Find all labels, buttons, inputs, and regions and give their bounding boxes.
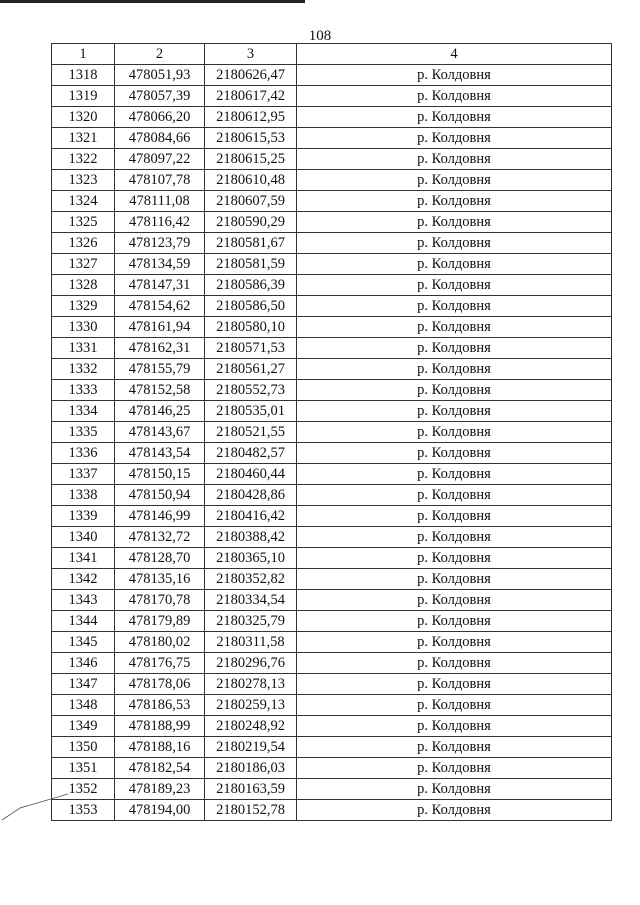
- point-number-cell: 1353: [52, 800, 115, 821]
- table-row: [52, 611, 612, 632]
- table-row: [52, 695, 612, 716]
- table-header-row: [52, 44, 612, 65]
- point-number-cell: 1350: [52, 737, 115, 758]
- x-coordinate-cell: 478147,31: [115, 275, 205, 296]
- table-row: [52, 422, 612, 443]
- x-coordinate-cell: 478134,59: [115, 254, 205, 275]
- table-row: [52, 275, 612, 296]
- table-row: [52, 800, 612, 821]
- x-coordinate-cell: 478111,08: [115, 191, 205, 212]
- x-coordinate-cell: 478146,99: [115, 506, 205, 527]
- point-number-cell: 1321: [52, 128, 115, 149]
- table-row: [52, 401, 612, 422]
- point-number-cell: 1329: [52, 296, 115, 317]
- description-cell: р. Колдовня: [297, 65, 612, 86]
- x-coordinate-cell: 478179,89: [115, 611, 205, 632]
- y-coordinate-cell: 2180586,50: [205, 296, 297, 317]
- point-number-cell: 1340: [52, 527, 115, 548]
- description-cell: р. Колдовня: [297, 716, 612, 737]
- description-cell: р. Колдовня: [297, 632, 612, 653]
- table-row: [52, 107, 612, 128]
- table-row: [52, 338, 612, 359]
- y-coordinate-cell: 2180521,55: [205, 422, 297, 443]
- point-number-cell: 1341: [52, 548, 115, 569]
- description-cell: р. Колдовня: [297, 380, 612, 401]
- table-row: [52, 296, 612, 317]
- y-coordinate-cell: 2180352,82: [205, 569, 297, 590]
- y-coordinate-cell: 2180561,27: [205, 359, 297, 380]
- y-coordinate-cell: 2180365,10: [205, 548, 297, 569]
- point-number-cell: 1344: [52, 611, 115, 632]
- column-header: 1: [52, 44, 115, 65]
- page-number: 108: [308, 28, 332, 44]
- description-cell: р. Колдовня: [297, 170, 612, 191]
- x-coordinate-cell: 478162,31: [115, 338, 205, 359]
- description-cell: р. Колдовня: [297, 506, 612, 527]
- table-row: [52, 233, 612, 254]
- x-coordinate-cell: 478116,42: [115, 212, 205, 233]
- description-cell: р. Колдовня: [297, 737, 612, 758]
- point-number-cell: 1319: [52, 86, 115, 107]
- description-cell: р. Колдовня: [297, 86, 612, 107]
- table-row: [52, 653, 612, 674]
- table-row: [52, 86, 612, 107]
- y-coordinate-cell: 2180259,13: [205, 695, 297, 716]
- scan-pen-mark: [0, 786, 72, 826]
- y-coordinate-cell: 2180615,53: [205, 128, 297, 149]
- y-coordinate-cell: 2180617,42: [205, 86, 297, 107]
- y-coordinate-cell: 2180388,42: [205, 527, 297, 548]
- y-coordinate-cell: 2180552,73: [205, 380, 297, 401]
- table-row: [52, 548, 612, 569]
- table-row: [52, 212, 612, 233]
- column-header: 3: [205, 44, 297, 65]
- y-coordinate-cell: 2180581,59: [205, 254, 297, 275]
- table-row: [52, 443, 612, 464]
- x-coordinate-cell: 478146,25: [115, 401, 205, 422]
- y-coordinate-cell: 2180580,10: [205, 317, 297, 338]
- x-coordinate-cell: 478132,72: [115, 527, 205, 548]
- y-coordinate-cell: 2180152,78: [205, 800, 297, 821]
- table-row: [52, 716, 612, 737]
- x-coordinate-cell: 478194,00: [115, 800, 205, 821]
- description-cell: р. Колдовня: [297, 107, 612, 128]
- description-cell: р. Колдовня: [297, 569, 612, 590]
- table-row: [52, 527, 612, 548]
- y-coordinate-cell: 2180428,86: [205, 485, 297, 506]
- description-cell: р. Колдовня: [297, 653, 612, 674]
- point-number-cell: 1345: [52, 632, 115, 653]
- top-border-line: [0, 0, 305, 3]
- y-coordinate-cell: 2180626,47: [205, 65, 297, 86]
- y-coordinate-cell: 2180163,59: [205, 779, 297, 800]
- y-coordinate-cell: 2180535,01: [205, 401, 297, 422]
- point-number-cell: 1342: [52, 569, 115, 590]
- description-cell: р. Колдовня: [297, 800, 612, 821]
- x-coordinate-cell: 478180,02: [115, 632, 205, 653]
- point-number-cell: 1343: [52, 590, 115, 611]
- point-number-cell: 1328: [52, 275, 115, 296]
- description-cell: р. Колдовня: [297, 401, 612, 422]
- point-number-cell: 1325: [52, 212, 115, 233]
- x-coordinate-cell: 478176,75: [115, 653, 205, 674]
- description-cell: р. Колдовня: [297, 149, 612, 170]
- table-row: [52, 317, 612, 338]
- x-coordinate-cell: 478107,78: [115, 170, 205, 191]
- column-header: 2: [115, 44, 205, 65]
- point-number-cell: 1338: [52, 485, 115, 506]
- table-row: [52, 128, 612, 149]
- table-row: [52, 191, 612, 212]
- description-cell: р. Колдовня: [297, 590, 612, 611]
- description-cell: р. Колдовня: [297, 779, 612, 800]
- table-row: [52, 590, 612, 611]
- y-coordinate-cell: 2180460,44: [205, 464, 297, 485]
- description-cell: р. Колдовня: [297, 317, 612, 338]
- x-coordinate-cell: 478066,20: [115, 107, 205, 128]
- y-coordinate-cell: 2180311,58: [205, 632, 297, 653]
- table-row: [52, 65, 612, 86]
- table-row: [52, 569, 612, 590]
- table-row: [52, 758, 612, 779]
- x-coordinate-cell: 478170,78: [115, 590, 205, 611]
- description-cell: р. Колдовня: [297, 527, 612, 548]
- y-coordinate-cell: 2180296,76: [205, 653, 297, 674]
- point-number-cell: 1326: [52, 233, 115, 254]
- y-coordinate-cell: 2180586,39: [205, 275, 297, 296]
- y-coordinate-cell: 2180612,95: [205, 107, 297, 128]
- point-number-cell: 1335: [52, 422, 115, 443]
- point-number-cell: 1330: [52, 317, 115, 338]
- x-coordinate-cell: 478150,94: [115, 485, 205, 506]
- point-number-cell: 1348: [52, 695, 115, 716]
- table-row: [52, 254, 612, 275]
- y-coordinate-cell: 2180248,92: [205, 716, 297, 737]
- x-coordinate-cell: 478186,53: [115, 695, 205, 716]
- x-coordinate-cell: 478182,54: [115, 758, 205, 779]
- x-coordinate-cell: 478097,22: [115, 149, 205, 170]
- x-coordinate-cell: 478143,67: [115, 422, 205, 443]
- table-row: [52, 170, 612, 191]
- y-coordinate-cell: 2180278,13: [205, 674, 297, 695]
- point-number-cell: 1336: [52, 443, 115, 464]
- point-number-cell: 1349: [52, 716, 115, 737]
- y-coordinate-cell: 2180607,59: [205, 191, 297, 212]
- description-cell: р. Колдовня: [297, 485, 612, 506]
- y-coordinate-cell: 2180219,54: [205, 737, 297, 758]
- x-coordinate-cell: 478155,79: [115, 359, 205, 380]
- column-header: 4: [297, 44, 612, 65]
- y-coordinate-cell: 2180482,57: [205, 443, 297, 464]
- description-cell: р. Колдовня: [297, 758, 612, 779]
- table-body: [52, 65, 612, 821]
- table-row: [52, 779, 612, 800]
- x-coordinate-cell: 478135,16: [115, 569, 205, 590]
- table-row: [52, 506, 612, 527]
- y-coordinate-cell: 2180325,79: [205, 611, 297, 632]
- y-coordinate-cell: 2180416,42: [205, 506, 297, 527]
- description-cell: р. Колдовня: [297, 191, 612, 212]
- point-number-cell: 1337: [52, 464, 115, 485]
- y-coordinate-cell: 2180581,67: [205, 233, 297, 254]
- x-coordinate-cell: 478128,70: [115, 548, 205, 569]
- point-number-cell: 1346: [52, 653, 115, 674]
- y-coordinate-cell: 2180571,53: [205, 338, 297, 359]
- x-coordinate-cell: 478188,16: [115, 737, 205, 758]
- point-number-cell: 1323: [52, 170, 115, 191]
- point-number-cell: 1320: [52, 107, 115, 128]
- point-number-cell: 1351: [52, 758, 115, 779]
- x-coordinate-cell: 478123,79: [115, 233, 205, 254]
- table-row: [52, 674, 612, 695]
- x-coordinate-cell: 478189,23: [115, 779, 205, 800]
- x-coordinate-cell: 478152,58: [115, 380, 205, 401]
- x-coordinate-cell: 478188,99: [115, 716, 205, 737]
- description-cell: р. Колдовня: [297, 674, 612, 695]
- y-coordinate-cell: 2180186,03: [205, 758, 297, 779]
- description-cell: р. Колдовня: [297, 464, 612, 485]
- table-row: [52, 149, 612, 170]
- y-coordinate-cell: 2180590,29: [205, 212, 297, 233]
- description-cell: р. Колдовня: [297, 338, 612, 359]
- description-cell: р. Колдовня: [297, 422, 612, 443]
- point-number-cell: 1334: [52, 401, 115, 422]
- y-coordinate-cell: 2180615,25: [205, 149, 297, 170]
- description-cell: р. Колдовня: [297, 296, 612, 317]
- x-coordinate-cell: 478178,06: [115, 674, 205, 695]
- x-coordinate-cell: 478057,39: [115, 86, 205, 107]
- x-coordinate-cell: 478150,15: [115, 464, 205, 485]
- table-row: [52, 464, 612, 485]
- description-cell: р. Колдовня: [297, 695, 612, 716]
- x-coordinate-cell: 478084,66: [115, 128, 205, 149]
- table-row: [52, 359, 612, 380]
- coordinates-table: [51, 43, 612, 821]
- point-number-cell: 1322: [52, 149, 115, 170]
- description-cell: р. Колдовня: [297, 212, 612, 233]
- description-cell: р. Колдовня: [297, 275, 612, 296]
- x-coordinate-cell: 478051,93: [115, 65, 205, 86]
- table-row: [52, 632, 612, 653]
- description-cell: р. Колдовня: [297, 611, 612, 632]
- description-cell: р. Колдовня: [297, 443, 612, 464]
- x-coordinate-cell: 478161,94: [115, 317, 205, 338]
- x-coordinate-cell: 478154,62: [115, 296, 205, 317]
- point-number-cell: 1339: [52, 506, 115, 527]
- point-number-cell: 1331: [52, 338, 115, 359]
- description-cell: р. Колдовня: [297, 254, 612, 275]
- point-number-cell: 1332: [52, 359, 115, 380]
- point-number-cell: 1318: [52, 65, 115, 86]
- table-row: [52, 485, 612, 506]
- point-number-cell: 1327: [52, 254, 115, 275]
- description-cell: р. Колдовня: [297, 233, 612, 254]
- point-number-cell: 1324: [52, 191, 115, 212]
- description-cell: р. Колдовня: [297, 128, 612, 149]
- y-coordinate-cell: 2180334,54: [205, 590, 297, 611]
- x-coordinate-cell: 478143,54: [115, 443, 205, 464]
- table-row: [52, 380, 612, 401]
- point-number-cell: 1347: [52, 674, 115, 695]
- description-cell: р. Колдовня: [297, 548, 612, 569]
- y-coordinate-cell: 2180610,48: [205, 170, 297, 191]
- table-row: [52, 737, 612, 758]
- description-cell: р. Колдовня: [297, 359, 612, 380]
- point-number-cell: 1333: [52, 380, 115, 401]
- point-number-cell: 1352: [52, 779, 115, 800]
